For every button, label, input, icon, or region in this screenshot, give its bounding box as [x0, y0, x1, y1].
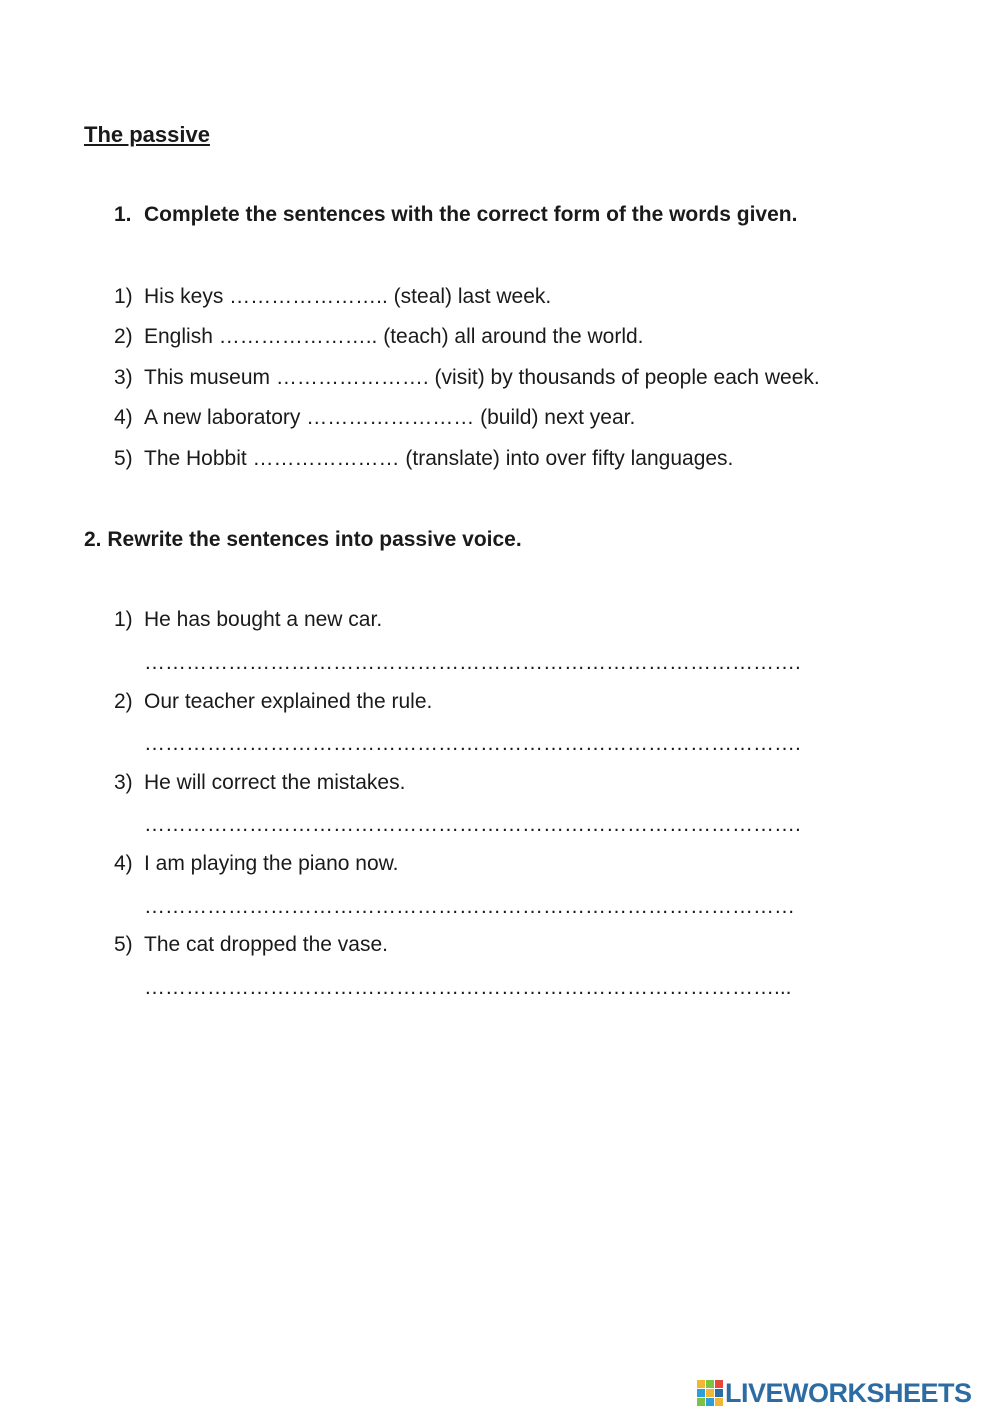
- exercise-2-sentence: I am playing the piano now.: [144, 852, 399, 875]
- exercise-2-item: 1) He has bought a new car.: [114, 608, 383, 631]
- exercise-1-item: 1) His keys ………………….. (steal) last week.: [114, 285, 552, 308]
- exercise-1-item: 5) The Hobbit ………………… (translate) into over fifty languages.: [114, 447, 734, 470]
- exercise-1-number: 1.: [114, 203, 132, 226]
- exercise-2-item: 3) He will correct the mistakes.: [114, 771, 406, 794]
- exercise-1-instruction: Complete the sentences with the correct form of the words given.: [144, 203, 798, 226]
- liveworksheets-logo-icon: [697, 1380, 723, 1406]
- exercise-2-item: 5) The cat dropped the vase.: [114, 933, 388, 956]
- exercise-2-item: 2) Our teacher explained the rule.: [114, 690, 433, 713]
- exercise-1-item: 3) This museum …………………. (visit) by thousands of people each week.: [114, 366, 820, 389]
- answer-field[interactable]: ………………………………………………………………………………...: [144, 976, 792, 999]
- exercise-1-item: 4) A new laboratory …………………… (build) next year.: [114, 406, 636, 429]
- liveworksheets-watermark: [697, 1378, 972, 1408]
- watermark-text: LIVEWORKSHEETS: [725, 1377, 972, 1408]
- exercise-2-item: 4) I am playing the piano now.: [114, 852, 399, 875]
- exercise-2-sentence: He will correct the mistakes.: [144, 771, 406, 794]
- answer-field[interactable]: ………………………………………………………………………………….: [144, 732, 801, 755]
- exercise-2-heading: 2. Rewrite the sentences into passive voice.: [84, 528, 522, 551]
- exercise-1-item-text[interactable]: This museum …………………. (visit) by thousands of people each week.: [144, 366, 820, 389]
- exercise-2-sentence: Our teacher explained the rule.: [144, 690, 433, 713]
- exercise-2-sentence: The cat dropped the vase.: [144, 933, 388, 956]
- answer-field[interactable]: ………………………………………………………………………………….: [144, 651, 801, 674]
- answer-field[interactable]: ………………………………………………………………………………….: [144, 813, 801, 836]
- exercise-2-sentence: He has bought a new car.: [144, 608, 383, 631]
- page-title: The passive: [84, 122, 210, 147]
- exercise-1-item: 2) English ………………….. (teach) all around the world.: [114, 325, 644, 348]
- answer-field[interactable]: …………………………………………………………………………………: [144, 895, 795, 918]
- exercise-1-item-text[interactable]: A new laboratory …………………… (build) next year.: [144, 406, 636, 429]
- exercise-1-item-text[interactable]: The Hobbit ………………… (translate) into over fifty languages.: [144, 447, 734, 470]
- exercise-1-item-text[interactable]: English ………………….. (teach) all around the world.: [144, 325, 644, 348]
- exercise-1-item-text[interactable]: His keys ………………….. (steal) last week.: [144, 285, 552, 308]
- exercise-1-heading: [114, 203, 797, 227]
